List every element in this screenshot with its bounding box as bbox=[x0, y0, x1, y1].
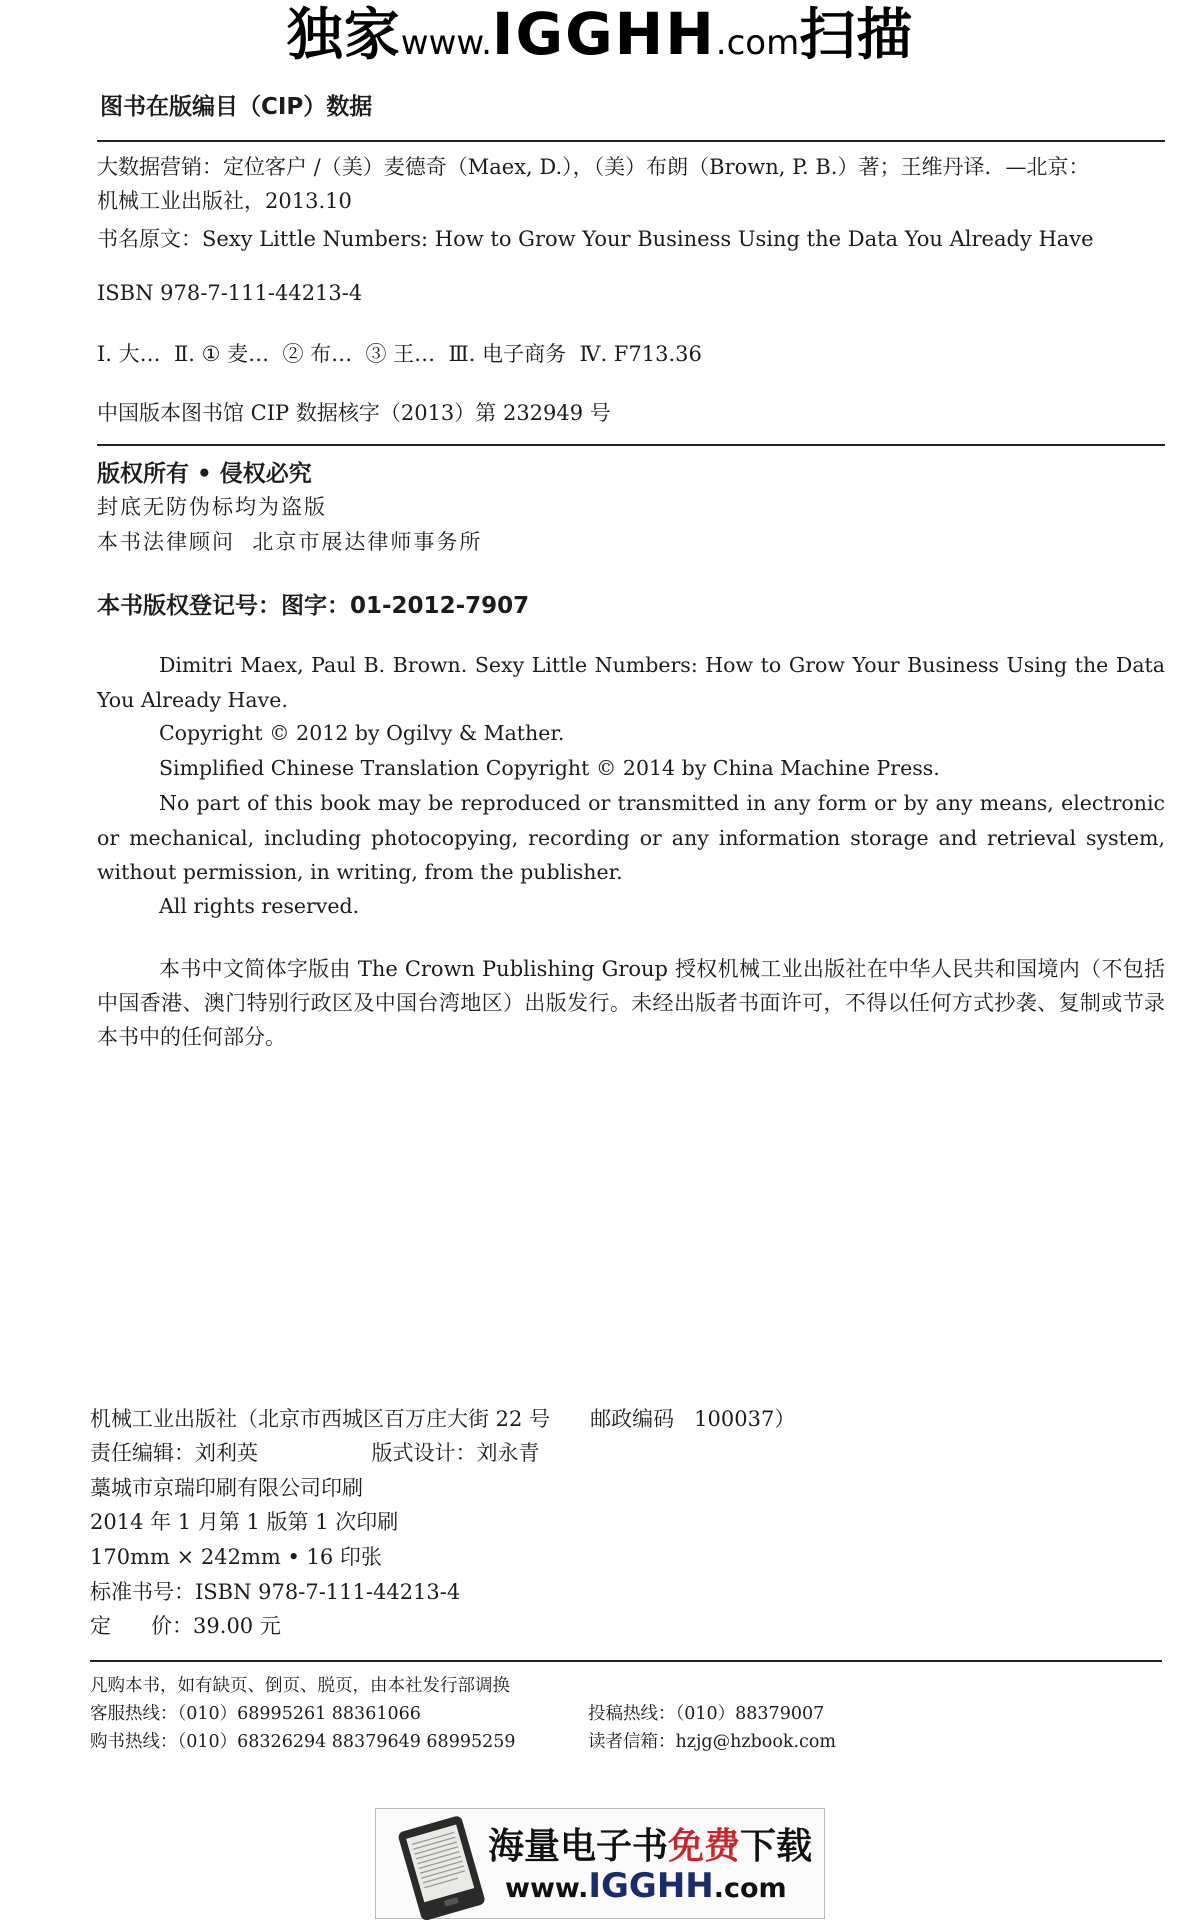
divider bbox=[90, 1660, 1162, 1662]
legal-counsel-note: 本书法律顾问 北京市展达律师事务所 bbox=[97, 530, 483, 554]
license-note: 本书中文简体字版由 The Crown Publishing Group 授权机械工业出版社在中华人民共和国境内（不包括中国香港、澳门特别行政区及中国台湾地区）出版发行。未经出版者书面许可，不得以任何方式抄袭、复制或节录本书中的任何部分。 bbox=[97, 957, 1165, 1049]
english-original-citation: Dimitri Maex, Paul B. Brown. Sexy Little Numbers: How to Grow Your Business Using the Data You Already Have. bbox=[97, 653, 1165, 712]
return-policy: 凡购本书，如有缺页、倒页、脱页，由本社发行部调换 bbox=[90, 1676, 510, 1696]
cip-original-title: 书名原文：Sexy Little Numbers: How to Grow Your Business Using the Data You Already Have bbox=[97, 227, 1094, 251]
ad-title-free: 免费 bbox=[668, 1826, 741, 1867]
imprint-format: 170mm × 242mm • 16 印张 bbox=[90, 1545, 382, 1569]
hotline-purchase: 购书热线：（010）68326294 88379649 68995259 bbox=[90, 1732, 516, 1752]
cip-number: 中国版本图书馆 CIP 数据核字（2013）第 232949 号 bbox=[97, 401, 611, 425]
cip-entry-line1: 大数据营销：定位客户 /（美）麦德奇（Maex, D.），（美）布朗（Brown, P. B.）著；王维丹译．—北京： bbox=[97, 155, 1090, 179]
ad-url-site: IGGHH bbox=[588, 1866, 714, 1906]
watermark-exclusive: 独家 bbox=[286, 3, 401, 68]
reader-email: 读者信箱：hzjg@hzbook.com bbox=[588, 1732, 836, 1752]
imprint-printer: 藁城市京瑞印刷有限公司印刷 bbox=[90, 1476, 363, 1500]
hotline-submission: 投稿热线：（010）88379007 bbox=[588, 1704, 825, 1724]
ad-url-www: www. bbox=[505, 1873, 589, 1904]
imprint-isbn: 标准书号：ISBN 978-7-111-44213-4 bbox=[90, 1580, 461, 1604]
imprint-editor: 责任编辑：刘利英 版式设计：刘永青 bbox=[90, 1441, 540, 1465]
cip-heading: 图书在版编目（CIP）数据 bbox=[100, 94, 373, 120]
english-reproduction-notice: No part of this book may be reproduced or transmitted in any form or by any means, electronic or mechanical, including photocopying, recording or any information storage and retrieval system, without permission, in writing, from the publisher. bbox=[97, 791, 1165, 884]
imprint-publisher: 机械工业出版社（北京市西城区百万庄大街 22 号 邮政编码 100037） bbox=[90, 1407, 796, 1431]
cip-classification: Ⅰ. 大… Ⅱ. ① 麦… ② 布… ③ 王… Ⅲ. 电子商务 Ⅳ. F713.36 bbox=[97, 342, 702, 366]
english-rights-reserved: All rights reserved. bbox=[159, 894, 360, 918]
watermark-site-name: IGGHH bbox=[491, 0, 716, 68]
watermark-banner bbox=[0, 2, 1200, 81]
watermark-www: www. bbox=[400, 23, 492, 63]
ad-url bbox=[505, 1866, 787, 1906]
rights-heading: 版权所有 • 侵权必究 bbox=[97, 461, 312, 487]
watermark-dotcom: .com bbox=[715, 23, 800, 63]
ereader-icon bbox=[384, 1812, 500, 1920]
imprint-edition: 2014 年 1 月第 1 版第 1 次印刷 bbox=[90, 1510, 399, 1534]
ad-title-part: 海量电子书 bbox=[488, 1826, 669, 1867]
divider bbox=[97, 140, 1165, 142]
hotline-service: 客服热线：（010）68995261 88361066 bbox=[90, 1704, 421, 1724]
copyright-registration: 本书版权登记号：图字：01-2012-7907 bbox=[97, 593, 530, 619]
imprint-price: 定 价：39.00 元 bbox=[90, 1614, 281, 1638]
english-translation-copyright: Simplified Chinese Translation Copyright © 2014 by China Machine Press. bbox=[159, 756, 940, 780]
cip-entry-line2: 机械工业出版社，2013.10 bbox=[97, 189, 352, 213]
english-copyright: Copyright © 2012 by Ogilvy & Mather. bbox=[159, 721, 565, 745]
ad-url-tld: .com bbox=[713, 1873, 787, 1904]
watermark-scan: 扫描 bbox=[799, 3, 914, 68]
anti-counterfeit-note: 封底无防伪标均为盗版 bbox=[97, 495, 327, 519]
ad-title bbox=[488, 1818, 812, 1869]
divider bbox=[97, 444, 1165, 446]
ad-title-part: 下载 bbox=[740, 1826, 813, 1867]
cip-isbn: ISBN 978-7-111-44213-4 bbox=[97, 281, 363, 305]
